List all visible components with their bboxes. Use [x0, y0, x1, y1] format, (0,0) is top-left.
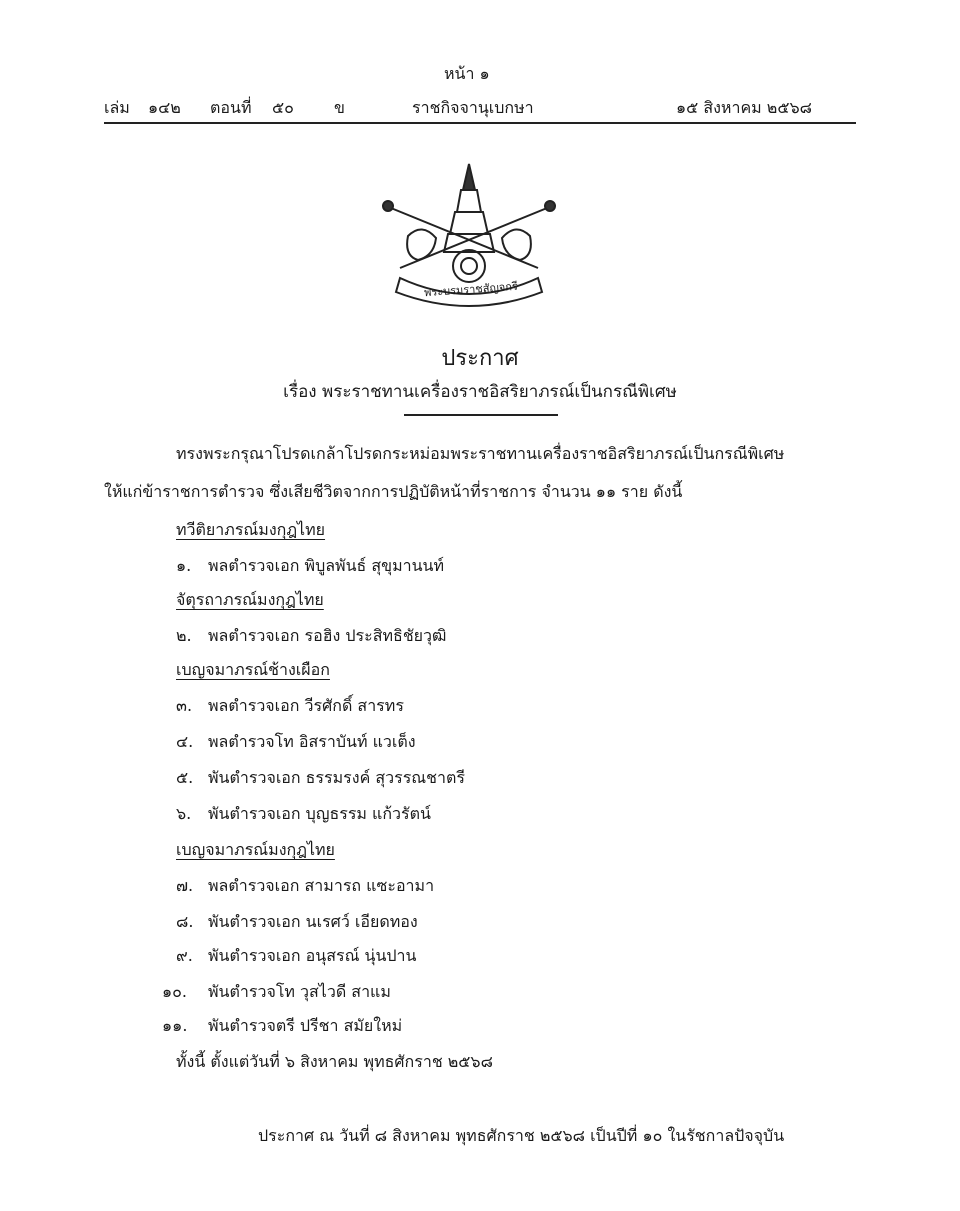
list-item-name: พันตำรวจตรี ปรีชา สมัยใหม่ [208, 1016, 403, 1035]
list-item-number: ๘. [176, 912, 194, 931]
section-label: ตอนที่ [210, 98, 252, 117]
royal-emblem-icon [378, 160, 560, 310]
list-item-number: ๖. [176, 804, 192, 823]
group-heading: ทวีติยาภรณ์มงกุฎไทย [176, 520, 326, 539]
list-item-name: พลตำรวจโท อิสราบันท์ แวเต็ง [208, 732, 416, 751]
list-item-name: พลตำรวจเอก รอฮิง ประสิทธิชัยวุฒิ [208, 626, 447, 645]
page-label: หน้า ๑ [444, 64, 490, 83]
list-item-number: ๑๐. [162, 982, 188, 1001]
title-divider [404, 414, 558, 416]
list-item-name: พันตำรวจเอก อนุสรณ์ นุ่นปาน [208, 946, 417, 965]
effective-date-line: ทั้งนี้ ตั้งแต่วันที่ ๖ สิงหาคม พุทธศักราช ๒๕๖๘ [176, 1052, 493, 1071]
list-item-name: พันตำรวจโท วุสไวดี สาแม [208, 982, 391, 1001]
list-item-number: ๑๑. [162, 1016, 188, 1035]
list-item-number: ๔. [176, 732, 194, 751]
list-item-name: พันตำรวจเอก บุญธรรม แก้วรัตน์ [208, 804, 431, 823]
volume-label: เล่ม [104, 98, 130, 117]
header-rule [104, 122, 856, 124]
list-item-name: พลตำรวจเอก พิบูลพันธ์ สุขุมานนท์ [208, 556, 445, 575]
announcement-subject: เรื่อง พระราชทานเครื่องราชอิสริยาภรณ์เป็นกรณีพิเศษ [283, 382, 677, 402]
announcement-footer: ประกาศ ณ วันที่ ๘ สิงหาคม พุทธศักราช ๒๕๖๘ เป็นปีที่ ๑๐ ในรัชกาลปัจจุบัน [258, 1126, 785, 1145]
list-item-number: ๗. [176, 876, 194, 895]
volume-number: ๑๔๒ [148, 98, 181, 117]
emblem-ribbon-text: พระบรมราชสัญจกรี [423, 279, 519, 300]
body-paragraph-line-2: ให้แก่ข้าราชการตำรวจ ซึ่งเสียชีวิตจากการปฏิบัติหน้าที่ราชการ จำนวน ๑๑ ราย ดังนี้ [104, 482, 683, 501]
list-item-number: ๒. [176, 626, 192, 645]
list-item-name: พลตำรวจเอก วีรศักดิ์ สารทร [208, 696, 404, 715]
list-item-number: ๑. [176, 556, 192, 575]
list-item-name: พันตำรวจเอก ธรรมรงค์ สุวรรณชาตรี [208, 768, 465, 787]
announcement-title: ประกาศ [441, 346, 519, 371]
list-item-number: ๓. [176, 696, 193, 715]
list-item-name: พันตำรวจเอก นเรศว์ เอียดทอง [208, 912, 418, 931]
group-heading: เบญจมาภรณ์มงกุฎไทย [176, 840, 335, 859]
section-number: ๕๐ [272, 98, 294, 117]
gazette-date: ๑๕ สิงหาคม ๒๕๖๘ [676, 98, 812, 117]
body-paragraph-line-1: ทรงพระกรุณาโปรดเกล้าโปรดกระหม่อมพระราชทานเครื่องราชอิสริยาภรณ์เป็นกรณีพิเศษ [176, 444, 785, 463]
list-item-number: ๙. [176, 946, 193, 965]
gazette-name: ราชกิจจานุเบกษา [412, 98, 534, 117]
list-item-number: ๕. [176, 768, 194, 787]
list-item-name: พลตำรวจเอก สามารถ แซะอามา [208, 876, 435, 895]
group-heading: จัตุรถาภรณ์มงกุฎไทย [176, 590, 324, 609]
group-heading: เบญจมาภรณ์ช้างเผือก [176, 660, 330, 679]
section-type: ข [334, 98, 345, 117]
